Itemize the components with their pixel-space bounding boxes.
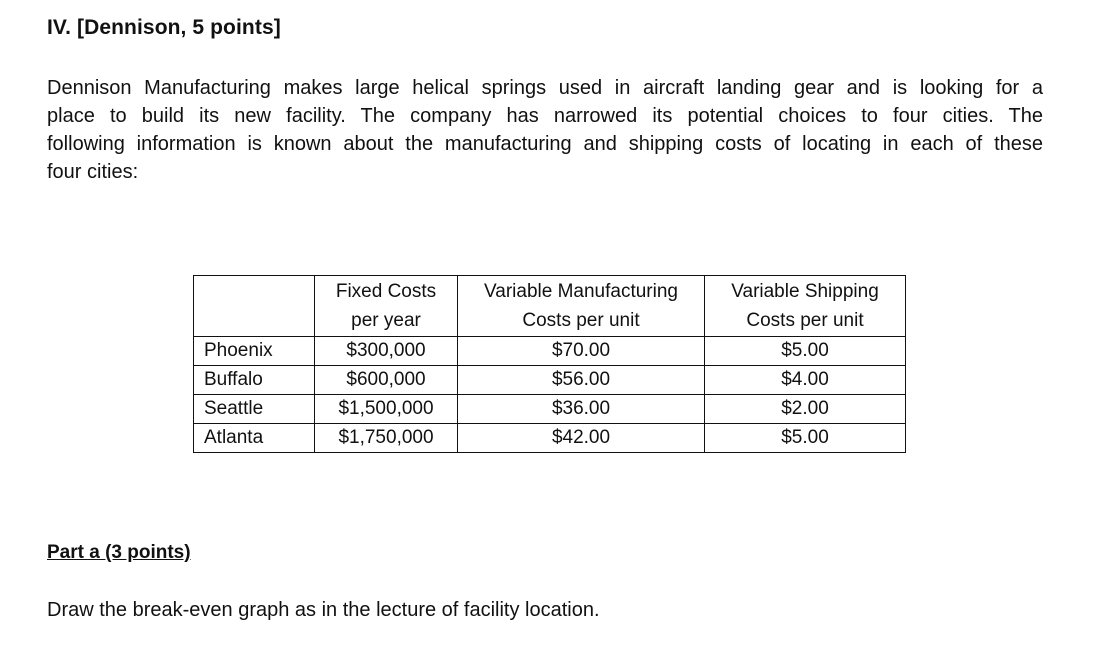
- manufacturing-cost-value: $70.00: [458, 337, 705, 366]
- question-heading: IV. [Dennison, 5 points]: [47, 16, 281, 39]
- table-header-row: [194, 276, 906, 337]
- description-line: Dennison Manufacturing makes large helical springs used in aircraft landing gear and is looking for a: [47, 77, 1043, 99]
- table-row: [194, 395, 906, 424]
- table-row: [194, 424, 906, 453]
- manufacturing-cost-value: $42.00: [458, 424, 705, 453]
- description-line: place to build its new facility. The company has narrowed its potential choices to four cities. The: [47, 105, 1043, 127]
- city-name: Buffalo: [194, 366, 315, 395]
- shipping-cost-value: $2.00: [705, 395, 906, 424]
- problem-description: [47, 74, 1043, 186]
- part-a-label: Part a (3 points): [47, 542, 191, 563]
- city-name: Phoenix: [194, 337, 315, 366]
- header-label: Costs per unit: [522, 310, 640, 331]
- header-label: per year: [351, 310, 421, 331]
- shipping-cost-value: $5.00: [705, 424, 906, 453]
- manufacturing-cost-value: $56.00: [458, 366, 705, 395]
- city-name: Seattle: [194, 395, 315, 424]
- header-label: Costs per unit: [746, 310, 864, 331]
- manufacturing-cost-value: $36.00: [458, 395, 705, 424]
- part-a-instruction: Draw the break-even graph as in the lecture of facility location.: [47, 599, 600, 621]
- header-label: Variable Shipping: [731, 281, 879, 302]
- description-line: four cities:: [47, 161, 139, 183]
- description-line: following information is known about the manufacturing and shipping costs of locating in each of these: [47, 133, 1043, 155]
- fixed-cost-value: $1,500,000: [315, 395, 458, 424]
- header-variable-manufacturing: [458, 276, 705, 337]
- header-variable-shipping: [705, 276, 906, 337]
- city-cost-table: [193, 275, 906, 453]
- header-city-cell: [194, 276, 315, 337]
- header-label: Fixed Costs: [335, 281, 437, 302]
- header-fixed-costs: [315, 276, 458, 337]
- header-label: Variable Manufacturing: [484, 281, 678, 302]
- table-row: [194, 337, 906, 366]
- shipping-cost-value: $5.00: [705, 337, 906, 366]
- fixed-cost-value: $1,750,000: [315, 424, 458, 453]
- fixed-cost-value: $600,000: [315, 366, 458, 395]
- city-name: Atlanta: [194, 424, 315, 453]
- fixed-cost-value: $300,000: [315, 337, 458, 366]
- table-row: [194, 366, 906, 395]
- shipping-cost-value: $4.00: [705, 366, 906, 395]
